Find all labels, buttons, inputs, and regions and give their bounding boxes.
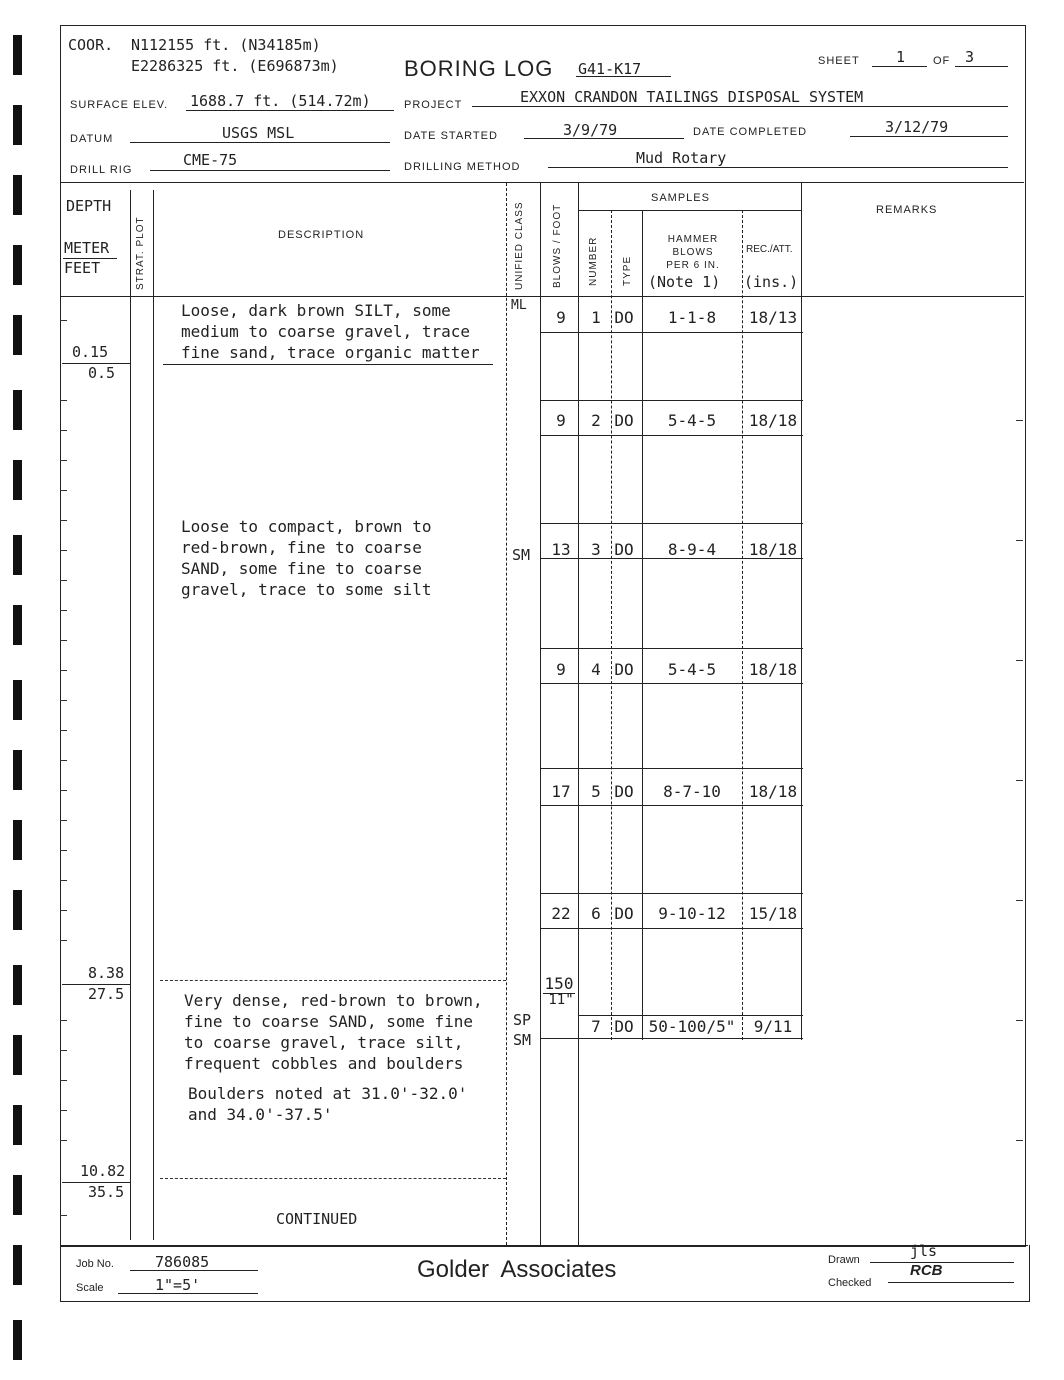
sample-blows-ft: 13: [551, 540, 571, 559]
coor-east: E2286325 ft. (E696873m): [131, 57, 339, 75]
sheet-total: 3: [965, 48, 975, 66]
date-started: 3/9/79: [563, 121, 618, 139]
date-completed: 3/12/79: [885, 118, 949, 136]
coor-north: N112155 ft. (N34185m): [131, 36, 321, 54]
sample-hammer: 1-1-8: [667, 308, 717, 327]
drilling-method-label: DRILLING METHOD: [404, 161, 521, 173]
drawn-by: jls: [910, 1242, 938, 1260]
type-header: TYPE: [622, 255, 633, 286]
project-name: EXXON CRANDON TAILINGS DISPOSAL SYSTEM: [520, 88, 864, 106]
strat-plot-header: STRAT. PLOT: [135, 216, 146, 290]
sample-rec: 18/18: [748, 411, 798, 430]
checked-label: Checked: [828, 1277, 872, 1289]
job-number: 786085: [155, 1253, 210, 1271]
hammer-header: HAMMER BLOWS PER 6 IN.: [666, 234, 720, 271]
sample-number: 7: [591, 1017, 601, 1036]
samples-header: SAMPLES: [651, 192, 710, 204]
meter-header: METER: [64, 239, 110, 257]
surface-elev-label: SURFACE ELEV.: [70, 99, 169, 111]
sample-number: 2: [591, 411, 601, 430]
sample-type: DO: [614, 308, 634, 327]
sample-number: 4: [591, 660, 601, 679]
sample-blows-ft: 9: [556, 411, 566, 430]
page-title: BORING LOG: [404, 56, 554, 81]
sample-type: DO: [614, 411, 634, 430]
sheet-number: 1: [896, 48, 906, 66]
checked-by: RCB: [910, 1262, 943, 1279]
blows-foot-header: BLOWS / FOOT: [552, 203, 563, 288]
sample-number: 6: [591, 904, 601, 923]
description-header: DESCRIPTION: [278, 229, 365, 241]
sample-rec: 9/11: [753, 1017, 793, 1036]
depth-meter-3: 10.82: [80, 1162, 126, 1180]
drill-rig: CME-75: [183, 151, 238, 169]
stratum-2-class: SM: [512, 546, 531, 564]
project-label: PROJECT: [404, 99, 463, 111]
of-label: OF: [933, 55, 951, 67]
sample-number: 3: [591, 540, 601, 559]
coor-label: COOR.: [68, 36, 114, 54]
sample-hammer: 9-10-12: [658, 904, 726, 923]
sample-type: DO: [614, 1017, 634, 1036]
rec-units: (ins.): [744, 273, 799, 291]
hammer-note: (Note 1): [648, 273, 721, 291]
sample-rec: 18/18: [748, 782, 798, 801]
log-id: G41-K17: [578, 60, 642, 78]
datum: USGS MSL: [222, 124, 295, 142]
depth-meter-2: 8.38: [88, 964, 125, 982]
sample-type: DO: [614, 540, 634, 559]
sample-type: DO: [614, 782, 634, 801]
company-name: Golder Associates: [417, 1256, 617, 1283]
sample-type: DO: [614, 660, 634, 679]
drill-rig-label: DRILL RIG: [70, 164, 133, 176]
depth-header: DEPTH: [66, 197, 112, 215]
stratum-2-description: Loose to compact, brown to red-brown, fine to coarse SAND, some fine to coarse gravel, trace to some silt: [181, 517, 432, 599]
remarks-header: REMARKS: [876, 204, 938, 216]
depth-meter-1: 0.15: [72, 343, 109, 361]
sample-hammer: 8-9-4: [667, 540, 717, 559]
scale: 1"=5': [155, 1276, 201, 1294]
sample-blows-ft: 9: [556, 660, 566, 679]
depth-feet-1: 0.5: [88, 364, 116, 382]
stratum-1-class: ML: [511, 298, 527, 313]
sample-number: 1: [591, 308, 601, 327]
depth-feet-2: 27.5: [88, 985, 125, 1003]
boulder-note: Boulders noted at 31.0'-32.0' and 34.0'-37.5': [188, 1084, 468, 1124]
drawn-label: Drawn: [828, 1254, 860, 1266]
date-started-label: DATE STARTED: [404, 130, 498, 142]
sample-blows-ft: 9: [556, 308, 566, 327]
sample-hammer: 8-7-10: [663, 782, 721, 801]
sample-blows-ft-bottom: 11": [548, 992, 574, 1008]
stratum-3-description: Very dense, red-brown to brown, fine to coarse SAND, some fine to coarse gravel, trace silt, frequent cobbles and boulders: [184, 991, 483, 1073]
scale-label: Scale: [76, 1282, 104, 1294]
job-label: Job No.: [76, 1258, 114, 1270]
stratum-3-class-a: SP: [513, 1011, 532, 1029]
unified-class-header: UNIFIED CLASS: [514, 201, 525, 290]
sample-blows-ft-top: 150: [544, 974, 574, 993]
sample-blows-ft: 17: [551, 782, 571, 801]
sheet-label: SHEET: [818, 55, 860, 67]
sample-rec: 15/18: [748, 904, 798, 923]
date-completed-label: DATE COMPLETED: [693, 126, 808, 138]
sample-hammer: 5-4-5: [667, 660, 717, 679]
sample-hammer: 5-4-5: [667, 411, 717, 430]
sample-rec: 18/18: [748, 660, 798, 679]
stratum-3-class-b: SM: [513, 1031, 532, 1049]
rec-header: REC./ATT.: [746, 244, 793, 255]
datum-label: DATUM: [70, 133, 114, 145]
continued-label: CONTINUED: [276, 1210, 358, 1228]
sample-rec: 18/13: [748, 308, 798, 327]
feet-header: FEET: [64, 259, 101, 277]
sample-hammer: 50-100/5": [648, 1017, 736, 1036]
sample-rec: 18/18: [748, 540, 798, 559]
number-header: NUMBER: [588, 236, 599, 286]
sample-type: DO: [614, 904, 634, 923]
depth-feet-3: 35.5: [88, 1183, 125, 1201]
sample-blows-ft: 22: [551, 904, 571, 923]
sample-number: 5: [591, 782, 601, 801]
stratum-1-description: Loose, dark brown SILT, some medium to coarse gravel, trace fine sand, trace organic matter: [181, 301, 480, 362]
drilling-method: Mud Rotary: [636, 149, 727, 167]
surface-elev: 1688.7 ft. (514.72m): [190, 92, 371, 110]
